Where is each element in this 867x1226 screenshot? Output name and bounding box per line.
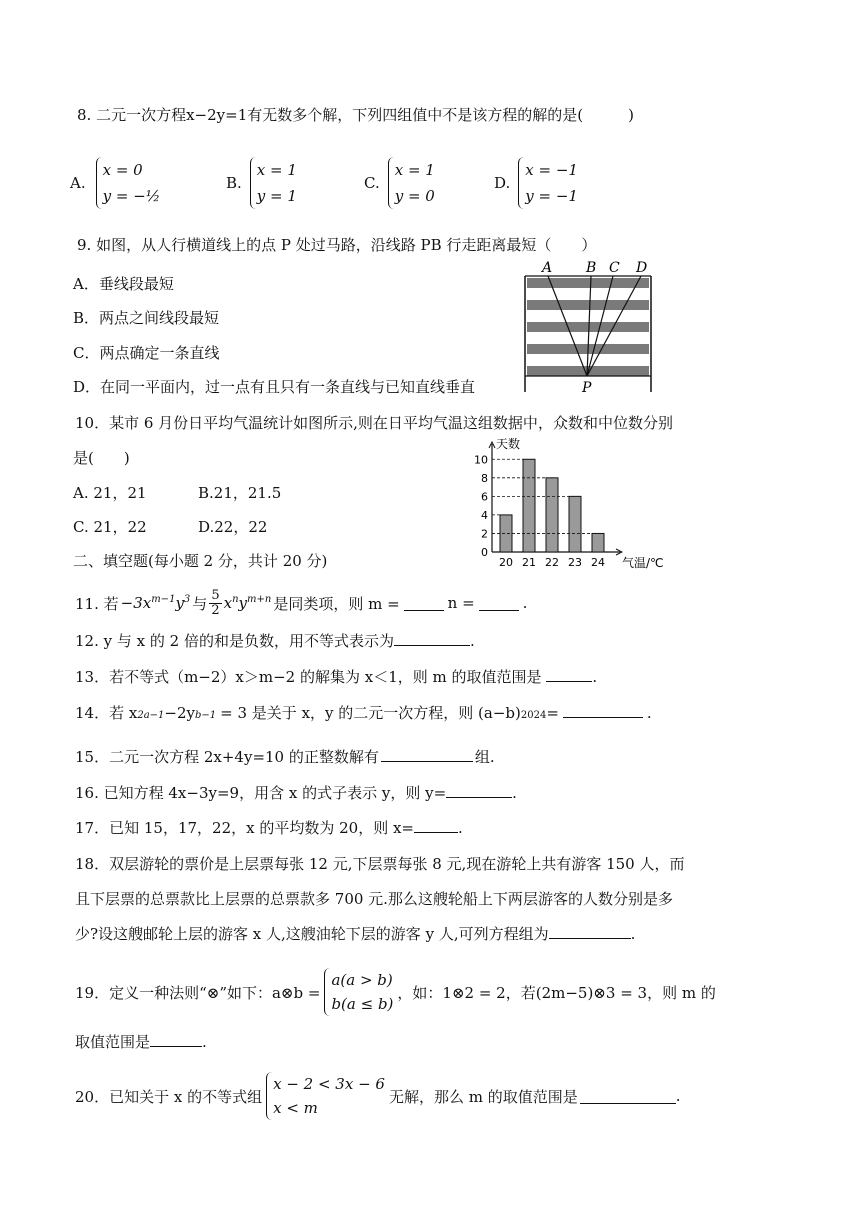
chart-bar	[546, 478, 558, 552]
q19-post: ，如：1⊗2 = 2，若(2m−5)⊗3 = 3，则 m 的	[397, 983, 716, 1002]
q18-line-3-text: 少?设这艘邮轮上层的游客 x 人,这艘油轮下层的游客 y 人,可列方程组为	[75, 925, 549, 943]
q9-option-a: A．垂线段最短	[73, 275, 174, 293]
q8-option-b-system	[250, 157, 297, 209]
q8-option-d	[494, 155, 578, 211]
temperature-bar-chart	[470, 436, 670, 571]
q8-option-c	[364, 155, 435, 211]
q17-blank[interactable]	[414, 817, 458, 833]
q8-option-a-system	[96, 157, 161, 209]
chart-y-label: 天数	[496, 437, 521, 451]
q8-option-b-label: B.	[226, 174, 242, 192]
q19-case-2: b(a ≤ b)	[331, 995, 394, 1013]
q11-term2: $x^ny^{m+n}$	[223, 594, 272, 612]
q9-option-d: D．在同一平面内，过一点有且只有一条直线与已知直线垂直	[73, 378, 476, 396]
q16-blank[interactable]	[446, 782, 512, 798]
chart-y-tick-label: 8	[481, 471, 488, 485]
q20-case-1: x − 2 < 3x − 6	[273, 1075, 385, 1093]
q13-blank[interactable]	[546, 666, 592, 682]
chart-y-tick-label: 2	[481, 527, 488, 541]
chart-bar	[523, 459, 535, 552]
point-c-label: C	[609, 260, 620, 276]
chart-x-ticks	[499, 556, 605, 569]
q8-option-b-line2: y = 1	[256, 187, 297, 205]
chart-y-ticks	[474, 453, 488, 559]
q11-pre: 11. 若	[75, 594, 119, 613]
q8-stem: 8. 二元一次方程x−2y=1有无数多个解，下列四组值中不是该方程的解的是( )	[77, 106, 634, 124]
q8-option-a-label: A.	[70, 174, 86, 192]
chart-y-tick-label: 10	[474, 453, 488, 467]
q8-option-a-line1: x = 0	[102, 161, 143, 179]
q11-mid: 与	[192, 594, 208, 613]
point-a-label: A	[542, 260, 553, 276]
q8-option-c-line2: y = 0	[394, 187, 435, 205]
q14-end: =	[546, 704, 559, 722]
q14-blank[interactable]	[563, 702, 643, 718]
q8-option-d-label: D.	[494, 174, 511, 192]
q8-option-a-line2: y = −½	[102, 187, 161, 205]
chart-bar	[592, 533, 604, 552]
chart-x-tick-label: 20	[499, 556, 513, 569]
chart-x-tick-label: 24	[591, 556, 605, 569]
q8-option-d-system	[518, 157, 578, 209]
q8-option-d-line1: x = −1	[525, 161, 578, 179]
q11-fraction: $\frac{5}{2}$	[211, 587, 220, 618]
q11-post: 是同类项，则 m =	[273, 594, 400, 613]
q10-stem: 10．某市 6 月份日平均气温统计如图所示,则在日平均气温这组数据中，众数和中位数分别	[75, 414, 673, 432]
q13: 13．若不等式（m−2）x＞m−2 的解集为 x＜1，则 m 的取值范围是 .	[75, 668, 598, 686]
q20-pre: 20．已知关于 x 的不等式组	[75, 1087, 263, 1106]
chart-bars	[492, 459, 604, 552]
q11-term1: $-3x^{m-1}y^3$	[120, 594, 191, 612]
q15	[75, 746, 495, 767]
q18-line-2: 且下层票的总票款比上层票的总票款多 700 元.那么这艘轮船上下两层游客的人数分别是多	[75, 890, 673, 908]
q8-option-d-line2: y = −1	[525, 187, 578, 205]
q19-cases	[324, 968, 393, 1016]
q12: 12. y 与 x 的 2 倍的和是负数，用不等式表示为 .	[75, 632, 475, 650]
chart-y-tick-label: 4	[481, 508, 488, 522]
q20-cases	[266, 1072, 385, 1120]
q19-line-2-text: 取值范围是	[75, 1033, 151, 1051]
q8-option-c-system	[388, 157, 435, 209]
q11-blank-n[interactable]	[479, 595, 519, 611]
q14: 14．若 x $_{2a-1}$ −2y b−1 = 3 是关于 x，y 的二元一次方程，则 (a−b) $_{2024}$ = .	[75, 704, 652, 722]
q19-pre: 19．定义一种法则“⊗”如下：a⊗b =	[75, 983, 321, 1002]
q17: 17．已知 15，17，22，x 的平均数为 20，则 x= .	[75, 819, 463, 837]
q12-blank[interactable]	[394, 630, 470, 646]
q11	[75, 586, 527, 620]
q12-text: 12. y 与 x 的 2 倍的和是负数，用不等式表示为	[75, 632, 394, 650]
q9-option-c: C．两点确定一条直线	[73, 344, 220, 362]
q10-option-a: A. 21，21	[73, 484, 147, 502]
q14-post: = 3 是关于 x，y 的二元一次方程，则 (a−b)	[220, 704, 521, 722]
q10-option-b: B.21，21.5	[198, 484, 282, 502]
q15-suffix: 组.	[474, 748, 495, 766]
chart-x-tick-label: 22	[545, 556, 559, 569]
point-d-label: D	[636, 260, 648, 276]
q14-mid: −2y	[164, 704, 195, 722]
chart-x-tick-label: 23	[568, 556, 582, 569]
chart-bar	[500, 515, 512, 552]
q13-text: 13．若不等式（m−2）x＞m−2 的解集为 x＜1，则 m 的取值范围是	[75, 668, 542, 686]
q11-end: .	[522, 594, 528, 612]
q20-case-2: x < m	[273, 1099, 318, 1117]
q20: 20．已知关于 x 的不等式组 x − 2 < 3x − 6 x < m 无解，那么 m 的取值范围是 .	[75, 1070, 681, 1122]
q9-option-b: B．两点之间线段最短	[73, 309, 220, 327]
chart-y-tick-label: 0	[481, 546, 488, 559]
q18-blank[interactable]	[549, 923, 631, 939]
q20-post: 无解，那么 m 的取值范围是	[388, 1087, 578, 1106]
q16: 16. 已知方程 4x−3y=9，用含 x 的式子表示 y，则 y= .	[75, 784, 517, 802]
q8-option-c-label: C.	[364, 174, 380, 192]
q16-text: 16. 已知方程 4x−3y=9，用含 x 的式子表示 y，则 y=	[75, 784, 447, 802]
q11-n: n =	[447, 594, 475, 612]
chart-y-tick-label: 6	[481, 490, 488, 504]
q8-option-b	[226, 155, 297, 211]
q10-option-d: D.22，22	[198, 518, 268, 536]
crosswalk-figure	[515, 258, 660, 398]
q20-blank[interactable]	[580, 1088, 676, 1104]
q18-line-1: 18．双层游轮的票价是上层票每张 12 元,下层票每张 8 元,现在游轮上共有游客 150 人，而	[75, 855, 685, 873]
q17-text: 17．已知 15，17，22，x 的平均数为 20，则 x=	[75, 819, 414, 837]
chart-x-tick-label: 21	[522, 556, 536, 569]
q8-option-b-line1: x = 1	[256, 161, 297, 179]
q14-exponent: 2024	[520, 710, 547, 721]
q19-line-2: 取值范围是 .	[75, 1033, 207, 1051]
q19	[75, 966, 716, 1018]
q8-option-c-line1: x = 1	[394, 161, 435, 179]
q11-blank-m[interactable]	[404, 595, 444, 611]
q10-option-c: C. 21，22	[73, 518, 147, 536]
q19-case-1: a(a > b)	[331, 971, 393, 989]
q9-stem: 9. 如图，从人行横道线上的点 P 处过马路，沿线路 PB 行走距离最短（ ）	[77, 236, 597, 254]
chart-x-label: 气温/℃	[622, 556, 664, 570]
point-b-label: B	[586, 260, 597, 276]
q18-line-3: 少?设这艘邮轮上层的游客 x 人,这艘油轮下层的游客 y 人,可列方程组为 .	[75, 925, 636, 943]
chart-bar	[569, 496, 581, 552]
q15-blank[interactable]	[381, 746, 473, 762]
q15-text: 15．二元一次方程 2x+4y=10 的正整数解有	[75, 748, 379, 766]
section-2-heading: 二、填空题(每小题 2 分，共计 20 分)	[73, 552, 328, 570]
q8-option-a	[70, 150, 160, 216]
q14-pre: 14．若 x	[75, 704, 138, 722]
point-p-label: P	[582, 380, 592, 396]
q10-stem-2: 是( )	[73, 449, 130, 467]
q19-blank[interactable]	[150, 1031, 202, 1047]
